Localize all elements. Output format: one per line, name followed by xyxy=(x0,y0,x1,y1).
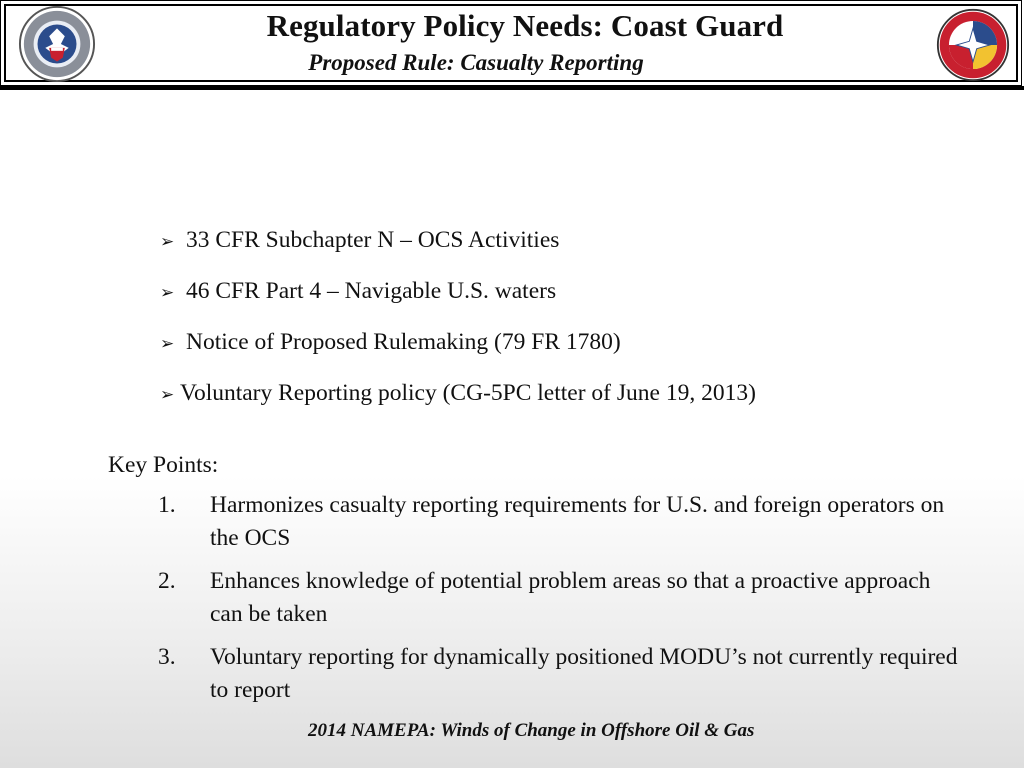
bullet-item xyxy=(160,375,756,426)
header-rule xyxy=(0,86,1024,90)
key-points-label: Key Points: xyxy=(108,452,219,478)
key-point-item xyxy=(158,489,958,555)
slide-footer: 2014 NAMEPA: Winds of Change in Offshore Oil & Gas xyxy=(308,720,755,741)
bullet-text: Notice of Proposed Rulemaking (79 FR 1780) xyxy=(186,329,621,355)
key-point-number: 2. xyxy=(158,568,176,594)
arrow-bullet-icon: ➢ xyxy=(160,283,175,303)
key-point-text: Voluntary reporting for dynamically positioned MODU’s not currently required to report xyxy=(210,644,958,703)
key-points-list xyxy=(158,489,958,717)
key-point-text: Enhances knowledge of potential problem areas so that a proactive approach can be taken xyxy=(210,568,931,627)
arrow-bullet-icon: ➢ xyxy=(160,385,175,405)
slide-subtitle: Proposed Rule: Casualty Reporting xyxy=(308,50,644,75)
bullet-text: Voluntary Reporting policy (CG-5PC letter of June 19, 2013) xyxy=(180,380,756,406)
bullet-item xyxy=(160,273,756,324)
slide-title: Regulatory Policy Needs: Coast Guard xyxy=(266,8,784,43)
bullet-item xyxy=(160,324,756,375)
key-point-item xyxy=(158,565,958,631)
arrow-bullet-icon: ➢ xyxy=(160,232,175,252)
key-point-text: Harmonizes casualty reporting requirements for U.S. and foreign operators on the OCS xyxy=(210,492,945,551)
key-point-number: 3. xyxy=(158,644,176,670)
bullet-text: 33 CFR Subchapter N – OCS Activities xyxy=(186,227,560,253)
bullet-item xyxy=(160,222,756,273)
key-point-number: 1. xyxy=(158,492,176,518)
bullet-list xyxy=(160,222,756,426)
key-point-item xyxy=(158,641,958,707)
bullet-text: 46 CFR Part 4 – Navigable U.S. waters xyxy=(186,278,557,304)
arrow-bullet-icon: ➢ xyxy=(160,334,175,354)
